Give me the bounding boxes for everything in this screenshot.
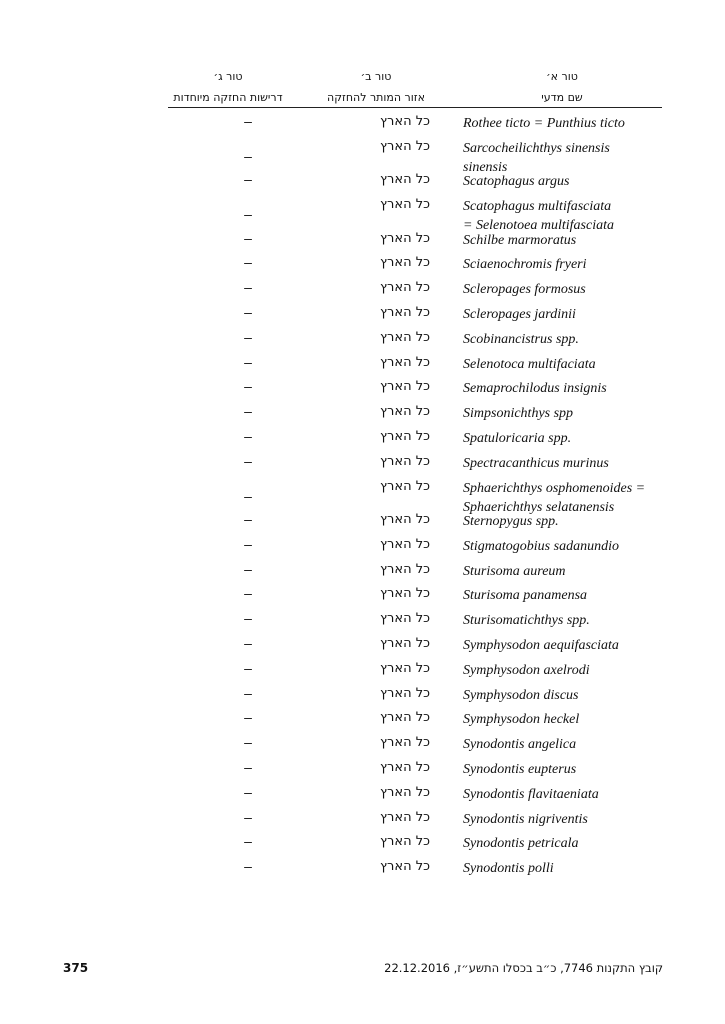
permitted-region: כל הארץ — [380, 329, 430, 345]
permitted-region: כל הארץ — [380, 478, 430, 494]
table-row — [0, 375, 725, 400]
scientific-name: Rothee ticto = Punthius ticto — [463, 116, 625, 131]
permitted-region: כל הארץ — [380, 404, 430, 420]
table-row — [0, 135, 725, 175]
species-table — [0, 110, 725, 880]
column-subtitles — [168, 91, 660, 104]
permitted-region: כל הארץ — [380, 735, 430, 751]
scientific-name: Sturisoma panamensa — [463, 588, 588, 604]
table-row — [0, 301, 725, 326]
scientific-name: Spatuloricaria spp. — [463, 430, 572, 446]
special-requirements: – — [244, 487, 252, 504]
permitted-region: כל הארץ — [380, 536, 430, 552]
scientific-name: Scobinancistrus spp. — [463, 331, 579, 347]
special-requirements: – — [244, 147, 252, 164]
table-row — [0, 400, 725, 425]
scientific-name: Synodontis eupterus — [463, 762, 577, 778]
column-c-title: טור ג׳ — [213, 70, 243, 83]
special-requirements: – — [244, 659, 252, 676]
table-row — [0, 855, 725, 880]
permitted-region: כל הארץ — [380, 453, 430, 469]
permitted-region: כל הארץ — [380, 114, 430, 129]
permitted-region: כל הארץ — [380, 859, 430, 875]
permitted-region: כל הארץ — [380, 379, 430, 395]
table-row — [0, 326, 725, 351]
special-requirements: – — [244, 858, 252, 875]
scientific-name: Sphaerichthys osphomenoides = Sphaerichthys selatanensis — [463, 480, 646, 515]
permitted-region: כל הארץ — [380, 354, 430, 370]
special-requirements: – — [244, 560, 252, 577]
scientific-name: Schilbe marmoratus — [463, 232, 577, 248]
scientific-name: Sternopygus spp. — [463, 514, 559, 530]
special-requirements: – — [244, 585, 252, 602]
permitted-region: כל הארץ — [380, 561, 430, 577]
scientific-name: Synodontis petricala — [463, 836, 579, 852]
permitted-region: כל הארץ — [380, 636, 430, 652]
permitted-region: כל הארץ — [380, 660, 430, 676]
special-requirements: – — [244, 113, 252, 129]
scientific-name: Symphysodon discus — [463, 687, 579, 703]
special-requirements: – — [244, 808, 252, 825]
permitted-region: כל הארץ — [380, 255, 430, 271]
permitted-region: כל הארץ — [380, 710, 430, 726]
table-row — [0, 781, 725, 806]
page-number: 375 — [63, 961, 89, 975]
special-requirements: – — [244, 535, 252, 552]
permitted-region: כל הארץ — [380, 230, 430, 246]
table-row — [0, 276, 725, 301]
table-row — [0, 682, 725, 707]
table-row — [0, 657, 725, 682]
special-requirements: – — [244, 452, 252, 469]
scientific-name: Scleropages jardinii — [463, 306, 576, 322]
permitted-region: כל הארץ — [380, 834, 430, 850]
special-requirements: – — [244, 511, 252, 528]
scientific-name: Symphysodon aequifasciata — [463, 638, 619, 654]
scientific-name: Sarcocheilichthys sinensis sinensis — [463, 140, 610, 175]
scientific-name: Sturisoma aureum — [463, 563, 566, 579]
special-requirements: – — [244, 328, 252, 345]
table-row — [0, 425, 725, 450]
scientific-name: Synodontis angelica — [463, 737, 577, 753]
permitted-region: כל הארץ — [380, 685, 430, 701]
scientific-name: Symphysodon heckel — [463, 712, 580, 728]
scientific-name: Semaprochilodus insignis — [463, 381, 607, 397]
special-requirements: – — [244, 427, 252, 444]
permitted-region: כל הארץ — [380, 304, 430, 320]
permitted-region: כל הארץ — [380, 512, 430, 528]
special-requirements: – — [244, 279, 252, 296]
scientific-name: Sciaenochromis fryeri — [463, 257, 587, 273]
special-requirements: – — [244, 303, 252, 320]
permitted-region: כל הארץ — [380, 586, 430, 602]
table-row — [0, 475, 725, 515]
special-requirements: – — [244, 684, 252, 701]
permitted-region: כל הארץ — [380, 428, 430, 444]
special-requirements: – — [244, 709, 252, 726]
special-requirements: – — [244, 378, 252, 395]
scientific-name: Spectracanthicus murinus — [463, 455, 609, 471]
scientific-name: Stigmatogobius sadanundio — [463, 538, 619, 554]
permitted-region: כל הארץ — [380, 280, 430, 296]
permitted-region: כל הארץ — [380, 172, 430, 188]
column-titles — [168, 70, 660, 83]
special-requirements: – — [244, 353, 252, 370]
table-row — [0, 731, 725, 756]
scientific-name: Scatophagus argus — [463, 174, 570, 190]
publication-footer: קובץ התקנות 7746, כ״ב בכסלו התשע״ז, 22.12.2016 — [384, 961, 663, 975]
table-row — [0, 110, 725, 135]
table-row — [0, 533, 725, 558]
special-requirements: – — [244, 610, 252, 627]
special-requirements: – — [244, 833, 252, 850]
permitted-region: כל הארץ — [380, 611, 430, 627]
header-divider — [168, 107, 662, 108]
special-requirements: – — [244, 734, 252, 751]
special-requirements: – — [244, 206, 252, 223]
table-row — [0, 558, 725, 583]
scientific-name: Scleropages formosus — [463, 282, 586, 298]
table-row — [0, 756, 725, 781]
table-row — [0, 632, 725, 657]
scientific-name: Simpsonichthys spp — [463, 406, 574, 422]
table-row — [0, 351, 725, 376]
special-requirements: – — [244, 254, 252, 271]
scientific-name: Symphysodon axelrodi — [463, 662, 590, 678]
table-row — [0, 830, 725, 855]
special-requirements: – — [244, 759, 252, 776]
special-requirements: – — [244, 171, 252, 188]
scientific-name: Sturisomatichthys spp. — [463, 613, 590, 629]
special-requirements: – — [244, 403, 252, 420]
special-requirements: – — [244, 783, 252, 800]
permitted-region: כל הארץ — [380, 809, 430, 825]
column-b-subtitle: אזור המותר להחזקה — [327, 91, 425, 104]
table-row — [0, 193, 725, 234]
permitted-region: כל הארץ — [380, 784, 430, 800]
column-b-title: טור ב׳ — [360, 70, 392, 83]
table-row — [0, 251, 725, 276]
table-row — [0, 582, 725, 607]
permitted-region: כל הארץ — [380, 197, 430, 213]
table-row — [0, 706, 725, 731]
special-requirements: – — [244, 229, 252, 246]
table-row — [0, 168, 725, 193]
special-requirements: – — [244, 635, 252, 652]
scientific-name: Scatophagus multifasciata = Selenotoea multifasciata — [463, 199, 614, 234]
column-a-subtitle: שם מדעי — [541, 91, 583, 104]
column-c-subtitle: דרישות החזקה מיוחדות — [173, 91, 283, 104]
table-row — [0, 607, 725, 632]
scientific-name: Selenotoca multifaciata — [463, 356, 596, 372]
table-row — [0, 227, 725, 252]
scientific-name: Synodontis nigriventis — [463, 811, 588, 827]
scientific-name: Synodontis flavitaeniata — [463, 786, 599, 802]
table-row — [0, 508, 725, 533]
table-row — [0, 806, 725, 831]
table-row — [0, 450, 725, 475]
column-a-title: טור א׳ — [546, 70, 578, 83]
permitted-region: כל הארץ — [380, 138, 430, 154]
scientific-name: Synodontis polli — [463, 861, 554, 877]
permitted-region: כל הארץ — [380, 760, 430, 776]
